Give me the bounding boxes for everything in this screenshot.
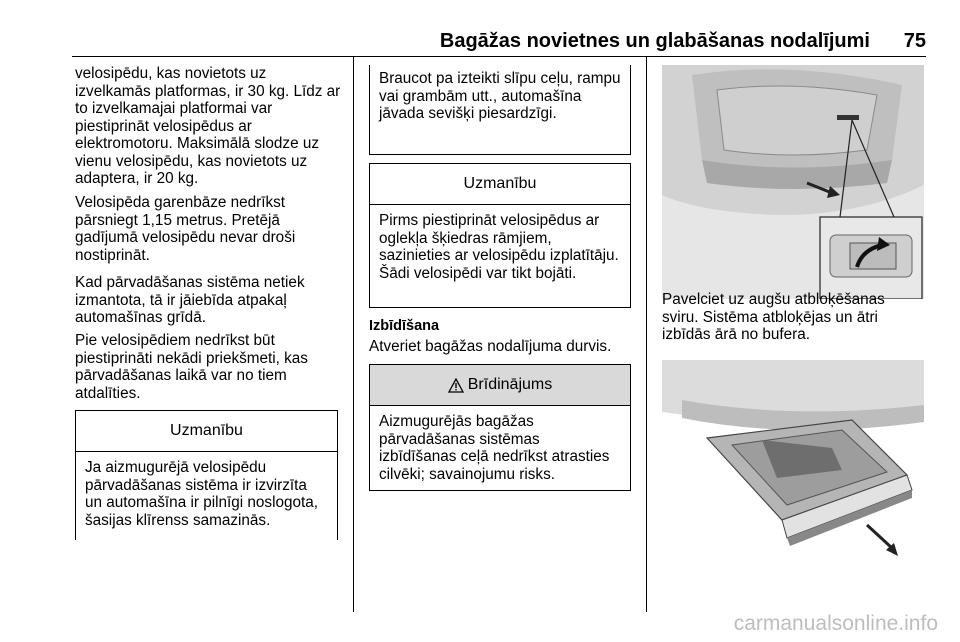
notice-text: Ja aizmugurējā velosipēdu pārvadāšanas sistēma ir izvirzīta un automašīna ir pilnīgi noslogota, šasijas klīrenss samazinās. xyxy=(85,459,319,529)
warning-header xyxy=(370,365,630,406)
col1-paragraph-2: Velosipēda garenbāze nedrīkst pārsniegt 1,15 metrus. Pretējā gadījumā velosipēdu nevar droši nostiprināt. xyxy=(75,194,296,264)
column-divider-1 xyxy=(353,56,354,612)
figure-unlock-lever xyxy=(662,65,924,299)
subheading-extension: Izbīdīšana xyxy=(369,318,440,334)
column-divider-2 xyxy=(646,56,647,612)
notice-title: Uzmanību xyxy=(370,164,630,205)
figure-extended-carrier xyxy=(662,360,924,565)
warning-title: Brīdinājums xyxy=(467,376,553,393)
notice-box-continued xyxy=(369,65,631,155)
watermark: carmanualsonline.info xyxy=(733,612,938,635)
col1-paragraph-4: Pie velosipēdiem nedrīkst būt piestiprināti nekādi priekšmeti, kas pārvadāšanas laikā var no tiem atdalīties. xyxy=(75,332,308,402)
col1-paragraph-1: velosipēdu, kas novietots uz izvelkamās platformas, ir 30 kg. Līdz ar to izvelkamajai platformai var piestiprināt velosipēdus ar elektromotoru. Maksimālā slodze uz vienu velosipēdu, kas novietots uz adaptera, ir 20 kg. xyxy=(75,65,341,187)
notice-box-1 xyxy=(75,410,338,540)
warning-box xyxy=(369,364,631,491)
notice-text: Pirms piestiprināt velosipēdus ar oglekļa šķiedras rāmjiem, sazinieties ar velosipēdu izplatītāju. Šādi velosipēdi var tikt bojāti. xyxy=(379,212,619,282)
figure-caption: Pavelciet uz augšu atbloķēšanas sviru. Sistēma atbloķējas un ātri izbīdās ārā no bufera. xyxy=(662,291,885,343)
page-header-title: Bagāžas novietnes un glabāšanas nodalījumi xyxy=(439,30,870,52)
col1-paragraph-3: Kad pārvadāšanas sistēma netiek izmantota, tā ir jāiebīda atpakaļ automašīnas grīdā. xyxy=(75,274,305,326)
col2-paragraph: Atveriet bagāžas nodalījuma durvis. xyxy=(369,338,612,355)
warning-triangle-icon xyxy=(448,378,464,393)
notice-box-2 xyxy=(369,163,631,308)
notice-title: Uzmanību xyxy=(76,411,337,452)
page-number: 75 xyxy=(903,30,926,52)
header-rule xyxy=(72,56,926,57)
warning-text: Aizmugurējās bagāžas pārvadāšanas sistēmas izbīdīšanas ceļā nedrīkst atrasties cilvēki; savainojumu risks. xyxy=(379,413,610,483)
notice-continued-text: Braucot pa izteikti slīpu ceļu, rampu vai grambām utt., automašīna jāvada sevišķi piesardzīgi. xyxy=(379,70,621,122)
